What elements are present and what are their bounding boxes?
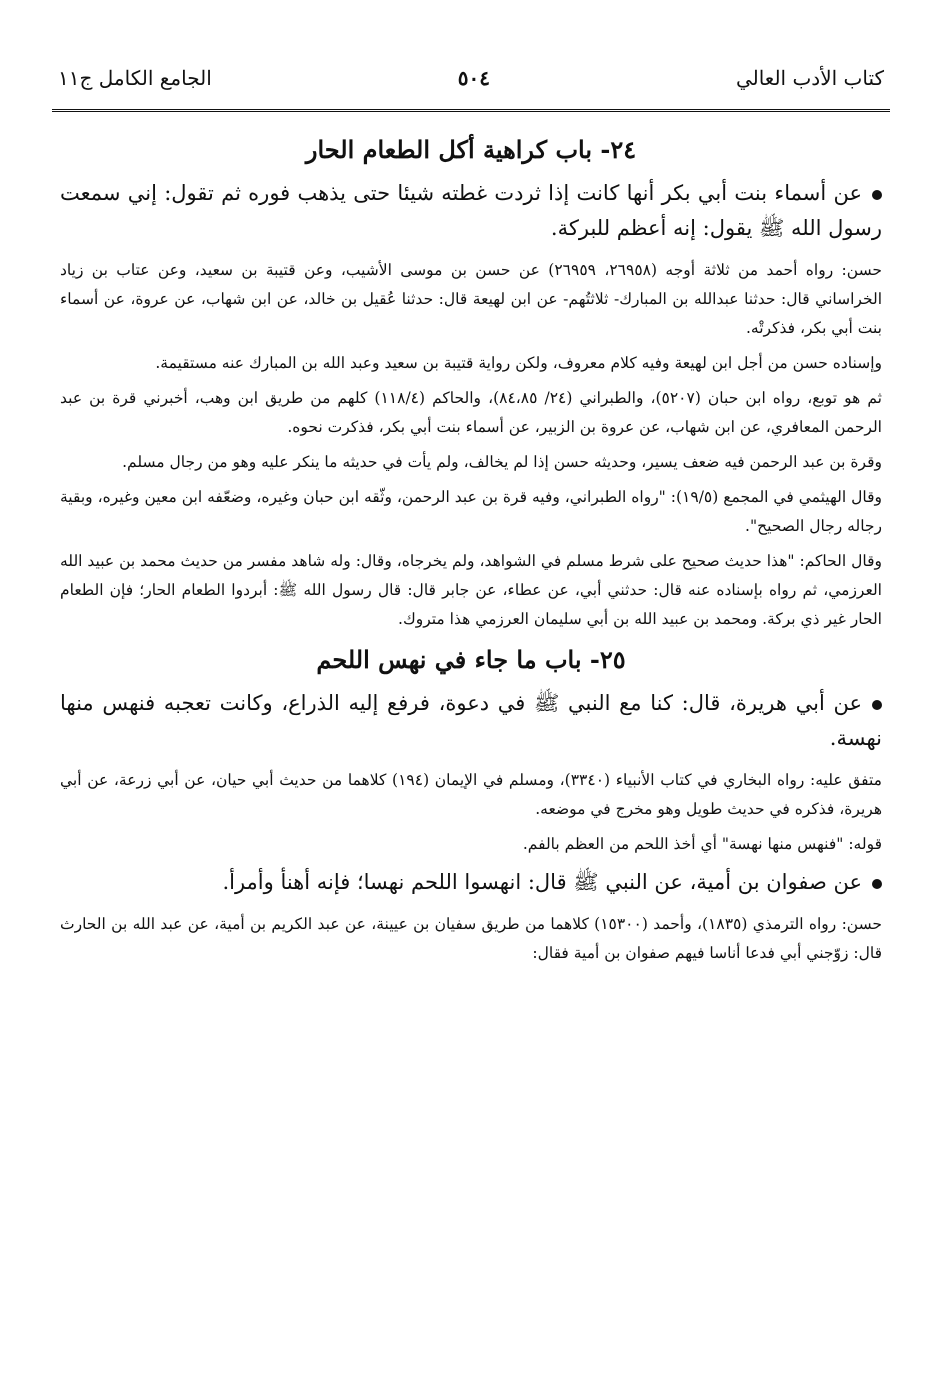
hadith-body: عن أسماء بنت أبي بكر أنها كانت إذا ثردت غطته شيئا حتى يذهب فوره ثم تقول: إني سمعت رسول الله ﷺ يقول: إنه أعظم للبركة. <box>60 181 882 240</box>
header-rule <box>52 109 890 112</box>
hadith-text <box>60 686 882 756</box>
commentary-paragraph: متفق عليه: رواه البخاري في كتاب الأنبياء (٣٣٤٠)، ومسلم في الإيمان (١٩٤) كلاهما من حديث أبي حيان، عن أبي زرعة، عن أبي هريرة، فذكره في حديث طويل وهو مخرج في موضعه. <box>60 771 882 818</box>
commentary-paragraph: وقرة بن عبد الرحمن فيه ضعف يسير، وحديثه حسن إذا لم يخالف، ولم يأت في حديثه ما ينكر عليه وهو من رجال مسلم. <box>122 453 882 471</box>
commentary-paragraph: قوله: "فنهس منها نهسة" أي أخذ اللحم من العظم بالفم. <box>522 835 882 853</box>
bullet-icon <box>872 700 882 710</box>
series-title: الجامع الكامل ج١١ <box>58 66 212 90</box>
commentary-paragraph: حسن: رواه الترمذي (١٨٣٥)، وأحمد (١٥٣٠٠) كلاهما من طريق سفيان بن عيينة، عن عبد الكريم بن أمية، عن عبد الله بن الحارث قال: زوّجني أبي فدعا أناسا فيهم صفوان بن أمية فقال: <box>60 915 883 962</box>
section-title: ٢٥- باب ما جاء في نهس اللحم <box>316 645 626 674</box>
bullet-icon <box>872 190 882 200</box>
hadith-text <box>60 865 882 900</box>
bullet-icon <box>872 879 882 889</box>
running-header <box>58 58 884 98</box>
commentary-paragraph: ثم هو توبع، رواه ابن حبان (٥٢٠٧)، والطبراني (٢٤/ ٨٤،٨٥)، والحاكم (١١٨/٤) كلهم من طريق ابن وهب، أخبرني قرة بن عبد الرحمن المعافري، عن ابن شهاب، عن عروة بن الزبير، عن أسماء بنت أبي بكر، فذكرت نحوه. <box>60 389 882 436</box>
commentary-paragraph: حسن: رواه أحمد من ثلاثة أوجه (٢٦٩٥٨، ٢٦٩٥٩) عن حسن بن موسى الأشيب، وعن قتيبة بن سعيد، وعن عتاب بن زياد الخراساني قال: حدثنا عبدالله بن المبارك- ثلاثتُهم- عن ابن لهيعة قال: حدثنا عُقيل بن خالد، عن ابن شهاب، عن عروة، عن أسماء بنت أبي بكر، فذكرتْه. <box>60 261 882 337</box>
page-body <box>60 130 882 974</box>
section-title: ٢٤- باب كراهية أكل الطعام الحار <box>305 135 637 164</box>
commentary-paragraph: وإسناده حسن من أجل ابن لهيعة وفيه كلام معروف، ولكن رواية قتيبة بن سعيد وعبد الله بن المبارك عنه مستقيمة. <box>155 354 882 372</box>
commentary-paragraph: وقال الحاكم: "هذا حديث صحيح على شرط مسلم في الشواهد، ولم يخرجاه، وقال: وله شاهد مفسر من حديث محمد بن عبيد الله العرزمي، ثم رواه بإسناده عنه قال: حدثني أبي، عن عطاء، عن جابر قال: قال رسول الله ﷺ: أبردوا الطعام الحار؛ فإن الطعام الحار غير ذي بركة. ومحمد بن عبيد الله بن أبي سليمان العرزمي هذا متروك. <box>60 552 882 628</box>
commentary-paragraph: وقال الهيثمي في المجمع (١٩/٥): "رواه الطبراني، وفيه قرة بن عبد الرحمن، وثّقه ابن حبان وغيره، وضعّفه ابن معين وغيره، وبقية رجاله رجال الصحيح". <box>60 488 882 535</box>
page-number: ٥٠٤ <box>457 66 490 90</box>
book-title: كتاب الأدب العالي <box>735 66 884 90</box>
hadith-body: عن أبي هريرة، قال: كنا مع النبي ﷺ في دعوة، فرفع إليه الذراع، وكانت تعجبه فنهس منها نهسة. <box>60 691 882 750</box>
hadith-body: عن صفوان بن أمية، عن النبي ﷺ قال: انهسوا اللحم نهسا؛ فإنه أهنأ وأمرأ. <box>222 870 862 894</box>
hadith-text <box>60 176 882 246</box>
